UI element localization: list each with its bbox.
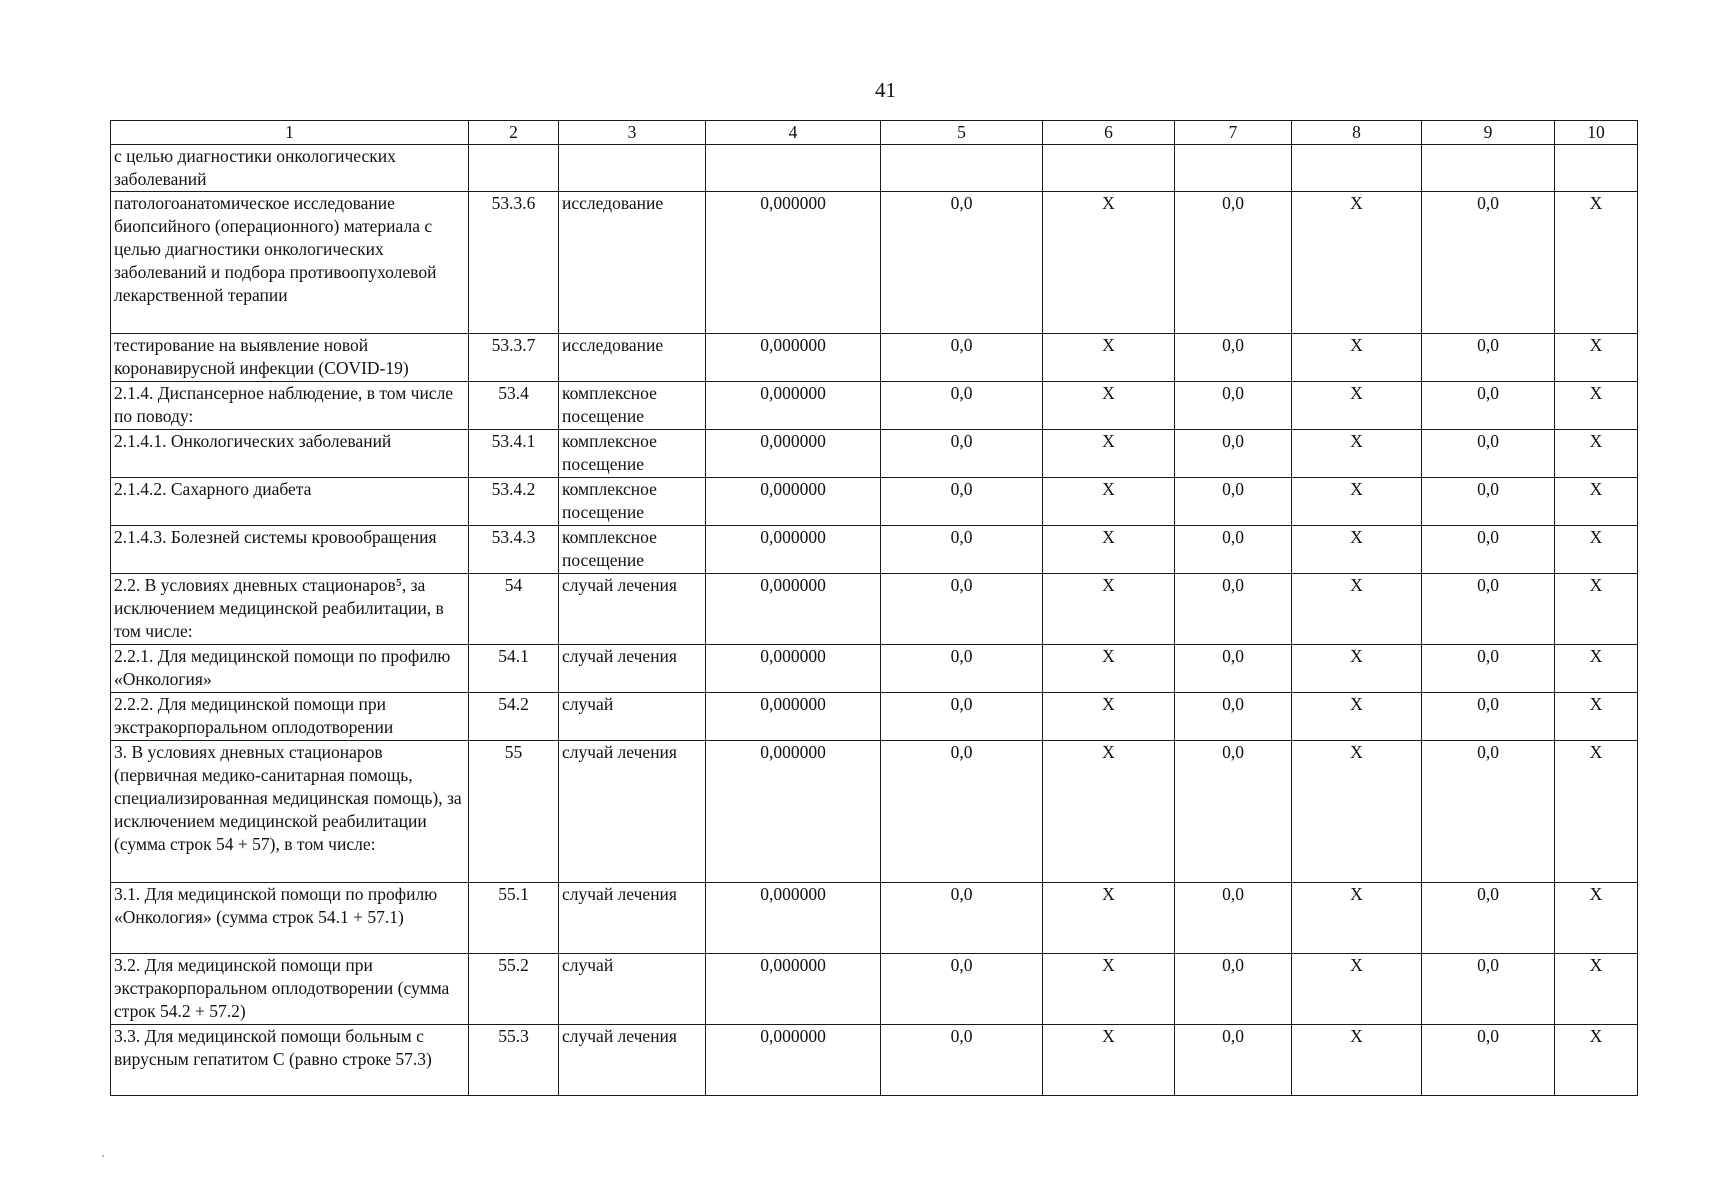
value-col-8: X (1292, 693, 1422, 741)
value-col-8: X (1292, 645, 1422, 693)
value-col-5: 0,0 (881, 430, 1043, 478)
table-row (111, 741, 1638, 883)
value-col-7: 0,0 (1175, 883, 1292, 954)
row-unit: случай лечения (559, 741, 706, 883)
value-col-8: X (1292, 954, 1422, 1025)
value-col-5: 0,0 (881, 693, 1043, 741)
value-col-6 (1043, 145, 1175, 192)
value-col-5: 0,0 (881, 334, 1043, 382)
value-col-9: 0,0 (1422, 382, 1555, 430)
value-col-8: X (1292, 883, 1422, 954)
row-unit: случай лечения (559, 883, 706, 954)
row-name: 2.1.4. Диспансерное наблюдение, в том числе по поводу: (111, 382, 469, 430)
value-col-4: 0,000000 (706, 430, 881, 478)
value-col-4: 0,000000 (706, 954, 881, 1025)
value-col-10: X (1555, 430, 1638, 478)
value-col-4: 0,000000 (706, 693, 881, 741)
value-col-7: 0,0 (1175, 574, 1292, 645)
value-col-5: 0,0 (881, 478, 1043, 526)
value-col-9: 0,0 (1422, 741, 1555, 883)
row-name: 3. В условиях дневных стационаров (первичная медико-санитарная помощь, специализированная медицинская помощь), за исключением медицинской реабилитации (сумма строк 54 + 57), в том числе: (111, 741, 469, 883)
value-col-6: X (1043, 883, 1175, 954)
row-unit: случай (559, 954, 706, 1025)
table-row (111, 1025, 1638, 1096)
table-row (111, 883, 1638, 954)
value-col-7: 0,0 (1175, 741, 1292, 883)
value-col-10: X (1555, 574, 1638, 645)
value-col-7: 0,0 (1175, 382, 1292, 430)
column-header: 10 (1555, 121, 1638, 145)
row-unit: исследование (559, 334, 706, 382)
value-col-5: 0,0 (881, 954, 1043, 1025)
value-col-4: 0,000000 (706, 382, 881, 430)
row-unit: случай лечения (559, 645, 706, 693)
column-header: 3 (559, 121, 706, 145)
value-col-7: 0,0 (1175, 693, 1292, 741)
value-col-6: X (1043, 693, 1175, 741)
row-name: 3.2. Для медицинской помощи при экстракорпоральном оплодотворении (сумма строк 54.2 + 57.2) (111, 954, 469, 1025)
value-col-6: X (1043, 192, 1175, 334)
value-col-9: 0,0 (1422, 883, 1555, 954)
value-col-7: 0,0 (1175, 334, 1292, 382)
column-header: 2 (469, 121, 559, 145)
value-col-5: 0,0 (881, 645, 1043, 693)
table-row (111, 334, 1638, 382)
row-unit: комплексное посещение (559, 430, 706, 478)
value-col-10: X (1555, 192, 1638, 334)
value-col-7: 0,0 (1175, 430, 1292, 478)
row-code: 53.4.3 (469, 526, 559, 574)
row-unit: комплексное посещение (559, 478, 706, 526)
value-col-5 (881, 145, 1043, 192)
row-code: 55.2 (469, 954, 559, 1025)
value-col-7: 0,0 (1175, 954, 1292, 1025)
value-col-9: 0,0 (1422, 430, 1555, 478)
value-col-6: X (1043, 382, 1175, 430)
column-header: 4 (706, 121, 881, 145)
row-name: 2.2. В условиях дневных стационаров⁵, за исключением медицинской реабилитации, в том числе: (111, 574, 469, 645)
value-col-7: 0,0 (1175, 526, 1292, 574)
value-col-4: 0,000000 (706, 1025, 881, 1096)
value-col-10: X (1555, 382, 1638, 430)
value-col-8: X (1292, 1025, 1422, 1096)
table-row (111, 693, 1638, 741)
column-header: 9 (1422, 121, 1555, 145)
value-col-9: 0,0 (1422, 334, 1555, 382)
row-name: 2.1.4.3. Болезней системы кровообращения (111, 526, 469, 574)
row-unit: комплексное посещение (559, 382, 706, 430)
table-row (111, 382, 1638, 430)
row-unit: случай (559, 693, 706, 741)
value-col-8: X (1292, 526, 1422, 574)
value-col-10: X (1555, 693, 1638, 741)
value-col-5: 0,0 (881, 526, 1043, 574)
value-col-5: 0,0 (881, 1025, 1043, 1096)
table-row (111, 526, 1638, 574)
column-header: 6 (1043, 121, 1175, 145)
value-col-7 (1175, 145, 1292, 192)
value-col-8: X (1292, 741, 1422, 883)
row-code: 55 (469, 741, 559, 883)
value-col-4: 0,000000 (706, 574, 881, 645)
value-col-6: X (1043, 430, 1175, 478)
column-header: 7 (1175, 121, 1292, 145)
row-name: 3.1. Для медицинской помощи по профилю «Онкология» (сумма строк 54.1 + 57.1) (111, 883, 469, 954)
value-col-7: 0,0 (1175, 478, 1292, 526)
row-name: 2.2.2. Для медицинской помощи при экстракорпоральном оплодотворении (111, 693, 469, 741)
value-col-10: X (1555, 741, 1638, 883)
value-col-4: 0,000000 (706, 334, 881, 382)
value-col-10: X (1555, 478, 1638, 526)
value-col-5: 0,0 (881, 382, 1043, 430)
row-code: 53.4 (469, 382, 559, 430)
value-col-10: X (1555, 526, 1638, 574)
value-col-5: 0,0 (881, 192, 1043, 334)
value-col-6: X (1043, 954, 1175, 1025)
value-col-6: X (1043, 1025, 1175, 1096)
value-col-10: X (1555, 883, 1638, 954)
value-col-6: X (1043, 741, 1175, 883)
value-col-6: X (1043, 334, 1175, 382)
value-col-7: 0,0 (1175, 645, 1292, 693)
value-col-4: 0,000000 (706, 741, 881, 883)
value-col-9: 0,0 (1422, 526, 1555, 574)
table-row (111, 145, 1638, 192)
row-name: 2.1.4.2. Сахарного диабета (111, 478, 469, 526)
value-col-9: 0,0 (1422, 1025, 1555, 1096)
value-col-4: 0,000000 (706, 192, 881, 334)
table-row (111, 645, 1638, 693)
row-code: 55.3 (469, 1025, 559, 1096)
value-col-10 (1555, 145, 1638, 192)
table-row (111, 478, 1638, 526)
column-header: 8 (1292, 121, 1422, 145)
row-code: 53.3.7 (469, 334, 559, 382)
value-col-10: X (1555, 645, 1638, 693)
row-code: 54.1 (469, 645, 559, 693)
value-col-4 (706, 145, 881, 192)
value-col-8: X (1292, 382, 1422, 430)
row-name: с целью диагностики онкологических заболеваний (111, 145, 469, 192)
table-row (111, 574, 1638, 645)
row-name: 2.2.1. Для медицинской помощи по профилю «Онкология» (111, 645, 469, 693)
row-name: патологоанатомическое исследование биопсийного (операционного) материала с целью диагностики онкологических заболеваний и подбора противоопухолевой лекарственной терапии (111, 192, 469, 334)
value-col-10: X (1555, 334, 1638, 382)
value-col-5: 0,0 (881, 883, 1043, 954)
data-table (110, 120, 1638, 1096)
row-unit: исследование (559, 192, 706, 334)
value-col-9: 0,0 (1422, 693, 1555, 741)
value-col-9: 0,0 (1422, 192, 1555, 334)
value-col-5: 0,0 (881, 574, 1043, 645)
row-code (469, 145, 559, 192)
value-col-7: 0,0 (1175, 192, 1292, 334)
value-col-9: 0,0 (1422, 478, 1555, 526)
value-col-5: 0,0 (881, 741, 1043, 883)
scan-speck (102, 1155, 104, 1157)
row-code: 54 (469, 574, 559, 645)
value-col-4: 0,000000 (706, 883, 881, 954)
row-code: 53.3.6 (469, 192, 559, 334)
value-col-10: X (1555, 954, 1638, 1025)
value-col-8: X (1292, 478, 1422, 526)
value-col-9: 0,0 (1422, 954, 1555, 1025)
value-col-6: X (1043, 526, 1175, 574)
row-name: тестирование на выявление новой коронавирусной инфекции (COVID-19) (111, 334, 469, 382)
row-unit: случай лечения (559, 1025, 706, 1096)
value-col-6: X (1043, 645, 1175, 693)
table-row (111, 954, 1638, 1025)
value-col-8 (1292, 145, 1422, 192)
row-code: 55.1 (469, 883, 559, 954)
row-code: 53.4.2 (469, 478, 559, 526)
row-code: 54.2 (469, 693, 559, 741)
value-col-10: X (1555, 1025, 1638, 1096)
value-col-6: X (1043, 478, 1175, 526)
header-row (111, 121, 1638, 145)
value-col-4: 0,000000 (706, 526, 881, 574)
value-col-9: 0,0 (1422, 645, 1555, 693)
value-col-4: 0,000000 (706, 478, 881, 526)
value-col-9: 0,0 (1422, 574, 1555, 645)
value-col-8: X (1292, 334, 1422, 382)
row-unit: комплексное посещение (559, 526, 706, 574)
page-number: 41 (875, 78, 896, 102)
value-col-8: X (1292, 574, 1422, 645)
row-name: 3.3. Для медицинской помощи больным с вирусным гепатитом С (равно строке 57.3) (111, 1025, 469, 1096)
value-col-6: X (1043, 574, 1175, 645)
column-header: 5 (881, 121, 1043, 145)
row-unit (559, 145, 706, 192)
table-row (111, 192, 1638, 334)
row-code: 53.4.1 (469, 430, 559, 478)
value-col-7: 0,0 (1175, 1025, 1292, 1096)
value-col-8: X (1292, 430, 1422, 478)
row-name: 2.1.4.1. Онкологических заболеваний (111, 430, 469, 478)
value-col-4: 0,000000 (706, 645, 881, 693)
column-header: 1 (111, 121, 469, 145)
table-row (111, 430, 1638, 478)
value-col-9 (1422, 145, 1555, 192)
row-unit: случай лечения (559, 574, 706, 645)
value-col-8: X (1292, 192, 1422, 334)
